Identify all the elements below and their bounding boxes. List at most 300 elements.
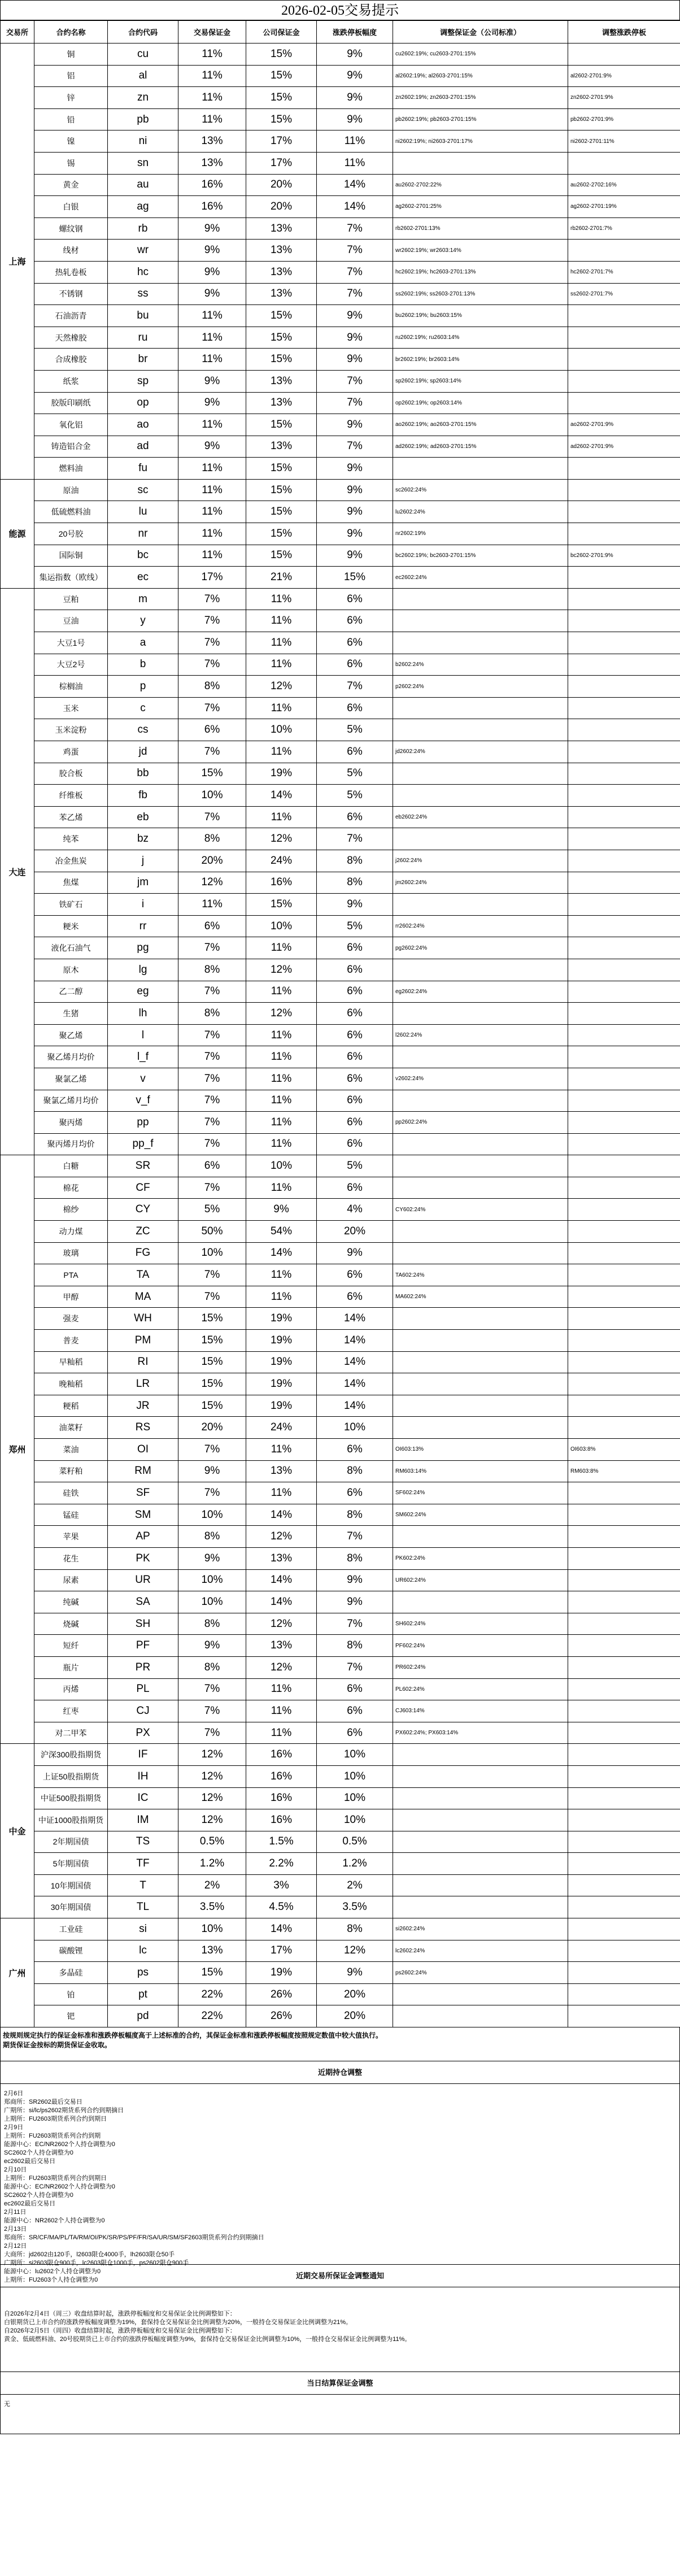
table-row — [1, 654, 680, 676]
company-margin-cell: 19% — [246, 763, 317, 785]
price-limit-cell: 6% — [317, 1003, 393, 1025]
exchange-margin-cell: 10% — [178, 1504, 246, 1526]
company-margin-cell: 15% — [246, 458, 317, 480]
table-row — [1, 981, 680, 1003]
exchange-margin-cell: 7% — [178, 806, 246, 828]
contract-name-cell: 30年期国债 — [34, 1896, 108, 1918]
adjusted-limit-cell — [568, 1962, 680, 1984]
company-margin-cell: 2.2% — [246, 1853, 317, 1875]
price-limit-cell: 6% — [317, 1090, 393, 1112]
contract-name-cell: 沪深300股指期货 — [34, 1744, 108, 1766]
contract-name-cell: 烧碱 — [34, 1613, 108, 1635]
contract-name-cell: 甲醇 — [34, 1286, 108, 1308]
table-row — [1, 1199, 680, 1221]
adjusted-limit-cell: ss2602-2701:7% — [568, 283, 680, 305]
exchange-margin-cell: 13% — [178, 1940, 246, 1962]
adjusted-margin-cell: ru2602:19%; ru2603:14% — [393, 327, 568, 349]
adjusted-margin-cell: rb2602-2701:13% — [393, 217, 568, 240]
contract-name-cell: 聚氯乙烯 — [34, 1068, 108, 1090]
price-limit-cell: 6% — [317, 1678, 393, 1700]
price-limit-cell: 3.5% — [317, 1896, 393, 1918]
contract-name-cell: 螺纹钢 — [34, 217, 108, 240]
recent-position-line: SC2602个人持仓调整为0 — [4, 2192, 73, 2199]
adjusted-limit-cell — [568, 1700, 680, 1722]
price-limit-cell: 9% — [317, 545, 393, 567]
contract-code-cell: jd — [108, 741, 178, 763]
company-margin-cell: 15% — [246, 479, 317, 501]
exchange-margin-cell: 9% — [178, 392, 246, 414]
adjusted-margin-cell — [393, 1308, 568, 1330]
contract-name-cell: 冶金焦炭 — [34, 850, 108, 872]
adjusted-limit-cell: au2602-2702:16% — [568, 174, 680, 196]
price-limit-cell: 6% — [317, 1024, 393, 1046]
adjusted-margin-cell: ss2602:19%; ss2603-2701:13% — [393, 283, 568, 305]
adjusted-limit-cell — [568, 1547, 680, 1569]
exchange-margin-cell: 6% — [178, 719, 246, 741]
exchange-margin-cell: 11% — [178, 65, 246, 87]
price-limit-cell: 6% — [317, 1177, 393, 1199]
adjusted-limit-cell — [568, 981, 680, 1003]
adjusted-limit-cell — [568, 937, 680, 959]
company-margin-cell: 11% — [246, 1046, 317, 1068]
adjusted-margin-cell: RM603:14% — [393, 1460, 568, 1482]
company-margin-cell: 12% — [246, 1526, 317, 1548]
table-row — [1, 392, 680, 414]
contract-code-cell: wr — [108, 240, 178, 262]
company-margin-cell: 13% — [246, 261, 317, 283]
contract-code-cell: SM — [108, 1504, 178, 1526]
table-row — [1, 152, 680, 174]
contract-name-cell: 燃料油 — [34, 458, 108, 480]
table-row — [1, 196, 680, 218]
table-header-row — [1, 21, 680, 43]
settlement-title: 当日结算保证金调整 — [0, 2372, 680, 2395]
contract-name-cell: 瓶片 — [34, 1656, 108, 1678]
contract-code-cell: ag — [108, 196, 178, 218]
exchange-margin-cell: 11% — [178, 43, 246, 66]
table-row — [1, 763, 680, 785]
table-row — [1, 719, 680, 741]
contract-code-cell: SH — [108, 1613, 178, 1635]
adjusted-margin-cell: SM602:24% — [393, 1504, 568, 1526]
company-margin-cell: 13% — [246, 240, 317, 262]
contract-code-cell: l — [108, 1024, 178, 1046]
table-row — [1, 1221, 680, 1243]
adjusted-margin-cell: SF602:24% — [393, 1482, 568, 1504]
header-price-limit: 涨跌停板幅度 — [317, 21, 393, 43]
exchange-margin-cell: 20% — [178, 1417, 246, 1439]
adjusted-margin-cell: PL602:24% — [393, 1678, 568, 1700]
table-row — [1, 1831, 680, 1853]
company-margin-cell: 13% — [246, 217, 317, 240]
price-limit-cell: 9% — [317, 501, 393, 523]
company-margin-cell: 11% — [246, 654, 317, 676]
adjusted-limit-cell — [568, 1874, 680, 1896]
exchange-margin-cell: 15% — [178, 1962, 246, 1984]
table-row — [1, 806, 680, 828]
contract-code-cell: si — [108, 1918, 178, 1940]
contract-name-cell: 聚氯乙烯月均价 — [34, 1090, 108, 1112]
contract-name-cell: 中证1000股指期货 — [34, 1809, 108, 1831]
contract-name-cell: 液化石油气 — [34, 937, 108, 959]
price-limit-cell: 5% — [317, 785, 393, 807]
adjusted-margin-cell — [393, 1330, 568, 1352]
table-row — [1, 1722, 680, 1744]
adjusted-limit-cell — [568, 1024, 680, 1046]
contract-name-cell: 纯苯 — [34, 828, 108, 850]
price-limit-cell: 10% — [317, 1744, 393, 1766]
company-margin-cell: 4.5% — [246, 1896, 317, 1918]
table-row — [1, 1656, 680, 1678]
contract-code-cell: IC — [108, 1787, 178, 1809]
contract-name-cell: 镍 — [34, 130, 108, 153]
exchange-margin-cell: 11% — [178, 458, 246, 480]
company-margin-cell: 11% — [246, 610, 317, 632]
adjusted-limit-cell — [568, 1635, 680, 1657]
adjusted-limit-cell: OI603:8% — [568, 1439, 680, 1461]
price-limit-cell: 9% — [317, 1569, 393, 1591]
price-limit-cell: 12% — [317, 1940, 393, 1962]
adjusted-margin-cell — [393, 1874, 568, 1896]
adjusted-margin-cell — [393, 1744, 568, 1766]
contract-code-cell: OI — [108, 1439, 178, 1461]
adjusted-limit-cell — [568, 305, 680, 327]
adjusted-margin-cell — [393, 1242, 568, 1264]
company-margin-cell: 15% — [246, 501, 317, 523]
price-limit-cell: 0.5% — [317, 1831, 393, 1853]
price-limit-cell: 8% — [317, 1547, 393, 1569]
adjusted-margin-cell: zn2602:19%; zn2603-2701:15% — [393, 87, 568, 109]
contract-code-cell: eb — [108, 806, 178, 828]
adjusted-margin-cell — [393, 1133, 568, 1155]
exchange-margin-cell: 15% — [178, 1395, 246, 1417]
company-margin-cell: 12% — [246, 1656, 317, 1678]
adjusted-limit-cell — [568, 610, 680, 632]
contract-name-cell: 多晶硅 — [34, 1962, 108, 1984]
contract-code-cell: bb — [108, 763, 178, 785]
company-margin-cell: 11% — [246, 806, 317, 828]
table-row — [1, 1460, 680, 1482]
price-limit-cell: 8% — [317, 1460, 393, 1482]
price-limit-cell: 9% — [317, 1962, 393, 1984]
adjusted-limit-cell — [568, 1569, 680, 1591]
adjusted-margin-cell: pg2602:24% — [393, 937, 568, 959]
exchange-margin-cell: 9% — [178, 217, 246, 240]
recent-position-line: SC2602个人持仓调整为0 — [4, 2149, 73, 2157]
table-row — [1, 65, 680, 87]
contract-name-cell: 聚丙烯月均价 — [34, 1133, 108, 1155]
table-row — [1, 1046, 680, 1068]
exchange-cell: 中金 — [1, 1744, 34, 1918]
contract-code-cell: RM — [108, 1460, 178, 1482]
contract-name-cell: 热轧卷板 — [34, 261, 108, 283]
exchange-margin-cell: 15% — [178, 1330, 246, 1352]
contract-name-cell: 豆油 — [34, 610, 108, 632]
exchange-margin-cell: 20% — [178, 850, 246, 872]
recent-position-line: 能源中心：EC/NR2602个人持仓调整为0 — [4, 2183, 115, 2191]
contract-code-cell: IF — [108, 1744, 178, 1766]
price-limit-cell: 2% — [317, 1874, 393, 1896]
company-margin-cell: 13% — [246, 1547, 317, 1569]
price-limit-cell: 10% — [317, 1809, 393, 1831]
table-row — [1, 436, 680, 458]
table-row — [1, 1547, 680, 1569]
recent-position-line: 2月6日 — [4, 2090, 24, 2098]
adjusted-limit-cell — [568, 1853, 680, 1875]
table-row — [1, 2005, 680, 2027]
exchange-margin-cell: 7% — [178, 1024, 246, 1046]
adjusted-limit-cell — [568, 1787, 680, 1809]
contract-code-cell: LR — [108, 1373, 178, 1395]
recent-position-line: 郑商所：SR2602最后交易日 — [4, 2099, 82, 2106]
table-row — [1, 1591, 680, 1613]
table-row — [1, 697, 680, 719]
contract-name-cell: 黄金 — [34, 174, 108, 196]
price-limit-cell: 14% — [317, 1330, 393, 1352]
contract-code-cell: rb — [108, 217, 178, 240]
price-limit-cell: 9% — [317, 349, 393, 371]
price-limit-cell: 9% — [317, 327, 393, 349]
page-title: 2026-02-05交易提示 — [0, 0, 680, 20]
adjusted-margin-cell: pb2602:19%; pb2603-2701:15% — [393, 108, 568, 130]
rules-note-line2: 期货保证金按标的期货保证金收取。 — [3, 2041, 112, 2050]
contract-name-cell: 国际铜 — [34, 545, 108, 567]
adjusted-limit-cell — [568, 1526, 680, 1548]
price-limit-cell: 20% — [317, 2005, 393, 2027]
price-limit-cell: 8% — [317, 1918, 393, 1940]
recent-position-line: 2月9日 — [4, 2124, 24, 2131]
adjusted-margin-cell — [393, 1417, 568, 1439]
recent-position-line: 2月11日 — [4, 2209, 27, 2216]
contract-code-cell: MA — [108, 1286, 178, 1308]
exchange-margin-cell: 7% — [178, 610, 246, 632]
adjusted-margin-cell: ag2602-2701:25% — [393, 196, 568, 218]
adjusted-margin-cell — [393, 1046, 568, 1068]
adjusted-limit-cell: ni2602-2701:11% — [568, 130, 680, 153]
table-row — [1, 479, 680, 501]
adjusted-limit-cell — [568, 392, 680, 414]
price-limit-cell: 7% — [317, 1613, 393, 1635]
adjusted-margin-cell: TA602:24% — [393, 1264, 568, 1286]
exchange-margin-cell: 12% — [178, 872, 246, 894]
adjusted-limit-cell — [568, 1591, 680, 1613]
exchange-margin-cell: 8% — [178, 1526, 246, 1548]
company-margin-cell: 11% — [246, 588, 317, 610]
contract-code-cell: CJ — [108, 1700, 178, 1722]
exchange-cell: 广州 — [1, 1918, 34, 2027]
contract-code-cell: PL — [108, 1678, 178, 1700]
contract-code-cell: sn — [108, 152, 178, 174]
price-limit-cell: 6% — [317, 937, 393, 959]
adjusted-limit-cell — [568, 1003, 680, 1025]
adjusted-limit-cell — [568, 1199, 680, 1221]
contract-name-cell: 普麦 — [34, 1330, 108, 1352]
company-margin-cell: 12% — [246, 828, 317, 850]
price-limit-cell: 14% — [317, 174, 393, 196]
adjusted-margin-cell: v2602:24% — [393, 1068, 568, 1090]
adjusted-limit-cell — [568, 1504, 680, 1526]
contract-name-cell: 纸浆 — [34, 370, 108, 392]
company-margin-cell: 15% — [246, 327, 317, 349]
contract-name-cell: 铅 — [34, 108, 108, 130]
table-row — [1, 1395, 680, 1417]
contract-code-cell: ZC — [108, 1221, 178, 1243]
company-margin-cell: 11% — [246, 1678, 317, 1700]
company-margin-cell: 11% — [246, 1286, 317, 1308]
adjusted-margin-cell — [393, 458, 568, 480]
contract-code-cell: T — [108, 1874, 178, 1896]
contract-name-cell: 锌 — [34, 87, 108, 109]
adjusted-margin-cell — [393, 1221, 568, 1243]
table-row — [1, 1373, 680, 1395]
contract-code-cell: cu — [108, 43, 178, 66]
table-row — [1, 283, 680, 305]
contract-name-cell: 集运指数（欧线） — [34, 567, 108, 589]
price-limit-cell: 6% — [317, 1439, 393, 1461]
company-margin-cell: 11% — [246, 632, 317, 654]
contract-name-cell: 鸡蛋 — [34, 741, 108, 763]
table-row — [1, 1896, 680, 1918]
adjusted-limit-cell — [568, 1155, 680, 1177]
company-margin-cell: 10% — [246, 915, 317, 937]
adjusted-limit-cell — [568, 1286, 680, 1308]
adjusted-limit-cell — [568, 915, 680, 937]
company-margin-cell: 15% — [246, 43, 317, 66]
adjusted-margin-cell: MA602:24% — [393, 1286, 568, 1308]
table-row — [1, 1613, 680, 1635]
exchange-margin-cell: 12% — [178, 1809, 246, 1831]
contract-code-cell: y — [108, 610, 178, 632]
exchange-margin-cell: 7% — [178, 1112, 246, 1134]
adjusted-limit-cell — [568, 806, 680, 828]
company-margin-cell: 15% — [246, 305, 317, 327]
contract-name-cell: 玻璃 — [34, 1242, 108, 1264]
adjusted-margin-cell: p2602:24% — [393, 676, 568, 698]
company-margin-cell: 20% — [246, 196, 317, 218]
exchange-margin-cell: 11% — [178, 305, 246, 327]
contract-code-cell: FG — [108, 1242, 178, 1264]
exchange-margin-cell: 8% — [178, 959, 246, 981]
contract-name-cell: 5年期国债 — [34, 1853, 108, 1875]
table-row — [1, 1700, 680, 1722]
table-row — [1, 1024, 680, 1046]
adjusted-limit-cell — [568, 1373, 680, 1395]
adjusted-margin-cell — [393, 1373, 568, 1395]
company-margin-cell: 14% — [246, 1918, 317, 1940]
table-row — [1, 567, 680, 589]
adjusted-margin-cell: lc2602:24% — [393, 1940, 568, 1962]
exchange-margin-cell: 9% — [178, 261, 246, 283]
adjusted-limit-cell — [568, 1896, 680, 1918]
company-margin-cell: 16% — [246, 1765, 317, 1787]
contract-name-cell: 锰硅 — [34, 1504, 108, 1526]
table-row — [1, 828, 680, 850]
recent-position-line: 2月10日 — [4, 2166, 27, 2174]
adjusted-margin-cell — [393, 763, 568, 785]
adjusted-margin-cell: UR602:24% — [393, 1569, 568, 1591]
adjusted-limit-cell: al2602-2701:9% — [568, 65, 680, 87]
contract-code-cell: al — [108, 65, 178, 87]
company-margin-cell: 15% — [246, 523, 317, 545]
contract-name-cell: 铜 — [34, 43, 108, 66]
price-limit-cell: 4% — [317, 1199, 393, 1221]
adjusted-margin-cell: CJ603:14% — [393, 1700, 568, 1722]
adjusted-margin-cell: bu2602:19%; bu2603:15% — [393, 305, 568, 327]
contract-code-cell: br — [108, 349, 178, 371]
contract-name-cell: 石油沥青 — [34, 305, 108, 327]
price-limit-cell: 20% — [317, 1221, 393, 1243]
contract-code-cell: PF — [108, 1635, 178, 1657]
contract-name-cell: 不锈钢 — [34, 283, 108, 305]
company-margin-cell: 15% — [246, 414, 317, 436]
company-margin-cell: 17% — [246, 130, 317, 153]
exchange-margin-cell: 9% — [178, 1460, 246, 1482]
exchange-margin-cell: 9% — [178, 283, 246, 305]
adjusted-limit-cell — [568, 850, 680, 872]
table-row — [1, 261, 680, 283]
margin-notice-body — [0, 2287, 680, 2372]
adjusted-margin-cell — [393, 588, 568, 610]
recent-position-line: 上期所：FU2603期货系列合约到期日 — [4, 2116, 107, 2123]
contract-code-cell: ec — [108, 567, 178, 589]
table-row — [1, 370, 680, 392]
exchange-margin-cell: 7% — [178, 1090, 246, 1112]
price-limit-cell: 5% — [317, 719, 393, 741]
adjusted-margin-cell — [393, 1787, 568, 1809]
contract-name-cell: 聚丙烯 — [34, 1112, 108, 1134]
table-row — [1, 545, 680, 567]
table-row — [1, 1308, 680, 1330]
adjusted-limit-cell — [568, 327, 680, 349]
adjusted-limit-cell: RM603:8% — [568, 1460, 680, 1482]
contract-name-cell: 晚籼稻 — [34, 1373, 108, 1395]
contract-code-cell: m — [108, 588, 178, 610]
contract-name-cell: 动力煤 — [34, 1221, 108, 1243]
exchange-margin-cell: 6% — [178, 915, 246, 937]
contract-name-cell: 花生 — [34, 1547, 108, 1569]
contract-code-cell: AP — [108, 1526, 178, 1548]
contract-name-cell: PTA — [34, 1264, 108, 1286]
adjusted-limit-cell — [568, 501, 680, 523]
contract-code-cell: eg — [108, 981, 178, 1003]
exchange-margin-cell: 22% — [178, 1983, 246, 2005]
adjusted-limit-cell — [568, 1264, 680, 1286]
table-row — [1, 414, 680, 436]
adjusted-margin-cell: hc2602:19%; hc2603-2701:13% — [393, 261, 568, 283]
company-margin-cell: 17% — [246, 1940, 317, 1962]
company-margin-cell: 13% — [246, 392, 317, 414]
exchange-margin-cell: 8% — [178, 1656, 246, 1678]
contract-name-cell: 原木 — [34, 959, 108, 981]
price-limit-cell: 14% — [317, 1351, 393, 1373]
company-margin-cell: 15% — [246, 349, 317, 371]
price-limit-cell: 10% — [317, 1787, 393, 1809]
contract-name-cell: 中证500股指期货 — [34, 1787, 108, 1809]
adjusted-margin-cell: PX602:24%; PX603:14% — [393, 1722, 568, 1744]
adjusted-margin-cell — [393, 1983, 568, 2005]
contract-name-cell: 低硫燃料油 — [34, 501, 108, 523]
exchange-margin-cell: 16% — [178, 196, 246, 218]
adjusted-margin-cell — [393, 1765, 568, 1787]
exchange-cell: 郑州 — [1, 1155, 34, 1744]
adjusted-limit-cell — [568, 1918, 680, 1940]
adjusted-margin-cell: op2602:19%; op2603:14% — [393, 392, 568, 414]
adjusted-margin-cell: b2602:24% — [393, 654, 568, 676]
exchange-margin-cell: 8% — [178, 676, 246, 698]
recent-position-line: 能源中心：lu2602个人持仓调整为0 — [4, 2268, 101, 2275]
contract-code-cell: lu — [108, 501, 178, 523]
exchange-margin-cell: 15% — [178, 1351, 246, 1373]
